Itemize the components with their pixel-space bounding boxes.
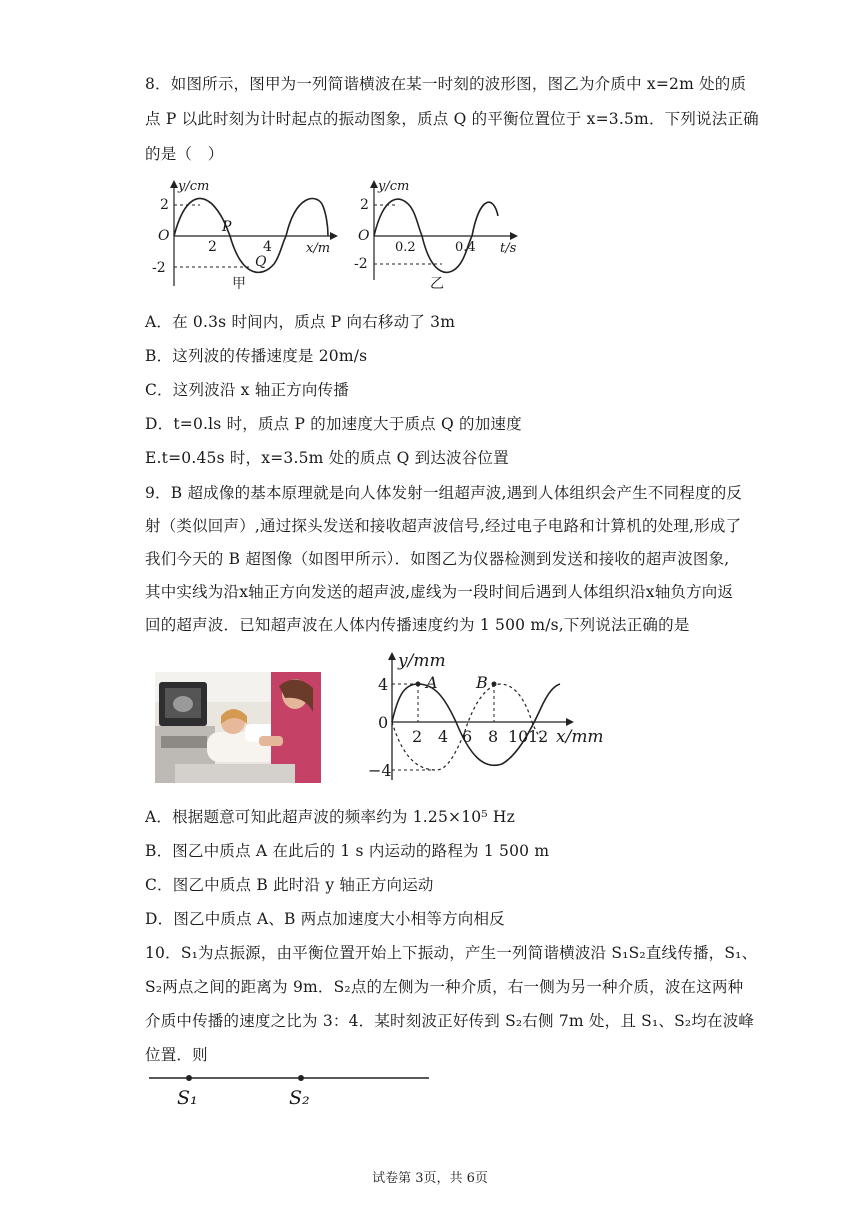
page-footer: 试卷第 3页，共 6页: [372, 1171, 488, 1186]
q8-stem-line-3: 的是（ ）: [145, 145, 224, 163]
q10-stem-line-2: S₂两点之间的距离为 9m．S₂点的左侧为一种介质，右一侧为另一种介质，波在这两种: [145, 978, 744, 996]
jia-ylabel: y/cm: [178, 179, 210, 194]
q9-x-tick-6: 6: [462, 727, 473, 746]
q9-x-tick-12: 12: [528, 727, 549, 746]
q9-y-zero: 0: [378, 713, 389, 732]
q10-stem-line-3: 介质中传播的速度之比为 3：4．某时刻波正好传到 S₂右侧 7m 处，且 S₁、S₂均在波峰: [145, 1012, 755, 1030]
jia-y-top: 2: [160, 197, 169, 213]
yi-y-bot: -2: [354, 256, 368, 272]
label-s1: S₁: [177, 1087, 198, 1109]
q9-option-b: B．图乙中质点 A 在此后的 1 s 内运动的路程为 1 500 m: [145, 842, 550, 860]
q8-option-d: D．t=0.ls 时，质点 P 的加速度大于质点 Q 的加速度: [145, 415, 522, 433]
q8-option-e: E.t=0.45s 时，x=3.5m 处的质点 Q 到达波谷位置: [145, 449, 509, 467]
q8-option-a: A．在 0.3s 时间内，质点 P 向右移动了 3m: [145, 313, 456, 331]
q8-figure-yi: [352, 176, 532, 292]
q8-stem-line-1: 8．如图所示，图甲为一列简谐横波在某一时刻的波形图，图乙为介质中 x=2m 处的质: [145, 75, 747, 93]
yi-y-top: 2: [360, 197, 369, 213]
label-s2: S₂: [289, 1087, 310, 1109]
q9-option-c: C．图乙中质点 B 此时沿 y 轴正方向运动: [145, 876, 434, 894]
jia-x-tick-1: 2: [208, 239, 217, 255]
jia-y-bot: -2: [152, 260, 166, 276]
q9-x-tick-2: 2: [412, 727, 423, 746]
yi-origin: O: [358, 228, 370, 244]
q9-x-tick-10: 10: [508, 727, 529, 746]
q8-stem-line-2: 点 P 以此时刻为计时起点的振动图象，质点 Q 的平衡位置位于 x=3.5m．下列说法正确: [145, 110, 759, 128]
q9-x-tick-4: 4: [438, 727, 449, 746]
yi-xlabel: t/s: [500, 241, 517, 256]
q8-option-b: B．这列波的传播速度是 20m/s: [145, 347, 368, 365]
q9-stem-line-4: 其中实线为沿x轴正方向发送的超声波,虚线为一段时间后遇到人体组织沿x轴负方向返: [145, 583, 734, 601]
q9-ylabel: y/mm: [398, 651, 446, 671]
q9-stem-line-3: 我们今天的 B 超图像（如图甲所示）．如图乙为仪器检测到发送和接收的超声波图象,: [145, 550, 730, 568]
q10-stem-line-4: 位置．则: [145, 1046, 208, 1064]
jia-label-p: P: [222, 219, 232, 235]
q8-option-c: C．这列波沿 x 轴正方向传播: [145, 381, 349, 399]
q8-figure-jia: [150, 176, 350, 292]
q9-y-bot: −4: [368, 761, 392, 780]
yi-x-tick-2: 0.4: [455, 240, 476, 255]
jia-caption: 甲: [232, 276, 246, 292]
q9-label-a: A: [426, 673, 438, 692]
jia-label-q: Q: [255, 254, 267, 270]
q9-stem-line-2: 射（类似回声）,通过探头发送和接收超声波信号,经过电子电路和计算机的处理,形成了: [145, 517, 742, 535]
yi-x-tick-1: 0.2: [395, 240, 416, 255]
ultrasound-photo: [155, 672, 321, 783]
yi-caption: 乙: [430, 276, 444, 292]
q9-stem-line-5: 回的超声波．已知超声波在人体内传播速度约为 1 500 m/s,下列说法正确的是: [145, 616, 690, 634]
jia-x-tick-2: 4: [263, 239, 272, 255]
jia-origin: O: [158, 228, 170, 244]
q9-label-b: B: [476, 673, 488, 692]
jia-xlabel: x/m: [306, 241, 331, 256]
q9-graph: [360, 646, 620, 786]
q9-x-tick-8: 8: [488, 727, 499, 746]
q10-stem-line-1: 10．S₁为点振源，由平衡位置开始上下振动，产生一列简谐横波沿 S₁S₂直线传播，S₁、: [145, 944, 758, 962]
q9-option-d: D．图乙中质点 A、B 两点加速度大小相等方向相反: [145, 910, 505, 928]
yi-ylabel: y/cm: [378, 179, 410, 194]
q9-xlabel: x/mm: [556, 727, 604, 747]
q9-stem-line-1: 9．B 超成像的基本原理就是向人体发射一组超声波,遇到人体组织会产生不同程度的反: [145, 484, 743, 502]
q10-figure: [145, 1068, 445, 1112]
q9-y-top: 4: [378, 675, 389, 694]
q9-option-a: A．根据题意可知此超声波的频率约为 1.25×10⁵ Hz: [145, 808, 515, 826]
